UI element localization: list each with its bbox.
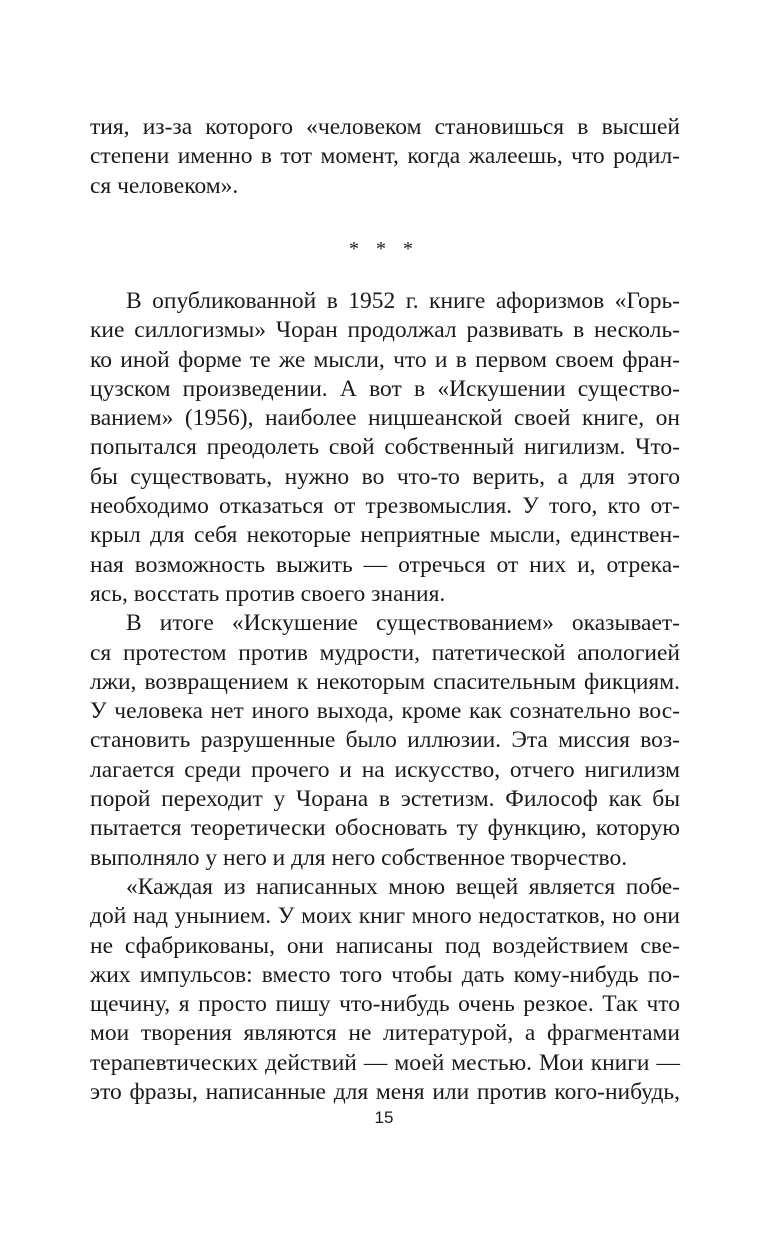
text-line: ясь, восстать против своего знания. (90, 580, 446, 607)
text-line: цузском произведении. А вот в «Искушении существо- (90, 375, 680, 402)
paragraph-continuation (90, 113, 680, 201)
text-line: ся человеком». (90, 172, 239, 199)
text-line: жих импульсов: вместо того чтобы дать кому-нибудь по- (90, 961, 680, 988)
text-line: выполняло у него и для него собственное творчество. (90, 844, 628, 871)
text-line: щечину, я просто пишу что-нибудь очень резкое. Так что (90, 991, 680, 1018)
text-line: не сфабрикованы, они написаны под воздействием све- (90, 932, 680, 959)
text-line: кие силлогизмы» Чоран продолжал развивать в несколь- (90, 317, 680, 344)
text-line: ванием» (1956), наиболее ницшеанской своей книге, он (90, 405, 680, 432)
text-line: лагается среди прочего и на искусство, отчего нигилизм (90, 756, 680, 783)
text-line: дой над унынием. У моих книг много недостатков, но они (90, 903, 680, 930)
text-line: это фразы, написанные для меня или против кого-нибудь, (90, 1079, 680, 1106)
text-line: терапевтических действий — моей местью. Мои книги — (90, 1049, 680, 1076)
text-line: пытается теоретически обосновать ту функцию, которую (90, 815, 680, 842)
page-number: 15 (374, 1108, 394, 1127)
main-text (90, 287, 680, 1107)
text-line: тия, из-за которого «человеком становишься в высшей (90, 114, 680, 140)
text-line: крыл для себя некоторые неприятные мысли, единствен- (90, 522, 680, 549)
text-line: В итоге «Искушение существованием» оказывает- (126, 610, 680, 637)
text-line: ся протестом против мудрости, патетической апологией (90, 639, 680, 666)
text-line: бы существовать, нужно во что-то верить, а для этого (90, 463, 680, 490)
text-line: ная возможность выжить — отречься от них и, отрека- (90, 551, 680, 578)
text-line: становить разрушенные было иллюзии. Эта миссия воз- (90, 727, 680, 754)
text-line: лжи, возвращением к некоторым спасительным фикциям. (90, 668, 680, 695)
text-line: степени именно в тот момент, когда жалеешь, что родил- (90, 143, 680, 170)
text-line: мои творения являются не литературой, а фрагментами (90, 1020, 680, 1047)
text-line: В опубликованной в 1952 г. книге афоризмов «Горь- (126, 288, 680, 314)
text-line: порой переходит у Чорана в эстетизм. Философ как бы (90, 786, 680, 813)
text-line: «Каждая из написанных мною вещей является побе- (126, 873, 680, 900)
text-line: попытался преодолеть свой собственный нигилизм. Что- (90, 434, 680, 461)
section-separator: * * * (349, 238, 419, 260)
text-line: ко иной форме те же мысли, что и в первом своем фран- (90, 346, 680, 373)
text-line: необходимо отказаться от трезвомыслия. У того, кто от- (90, 493, 680, 520)
text-line: У человека нет иного выхода, кроме как сознательно вос- (90, 698, 680, 725)
